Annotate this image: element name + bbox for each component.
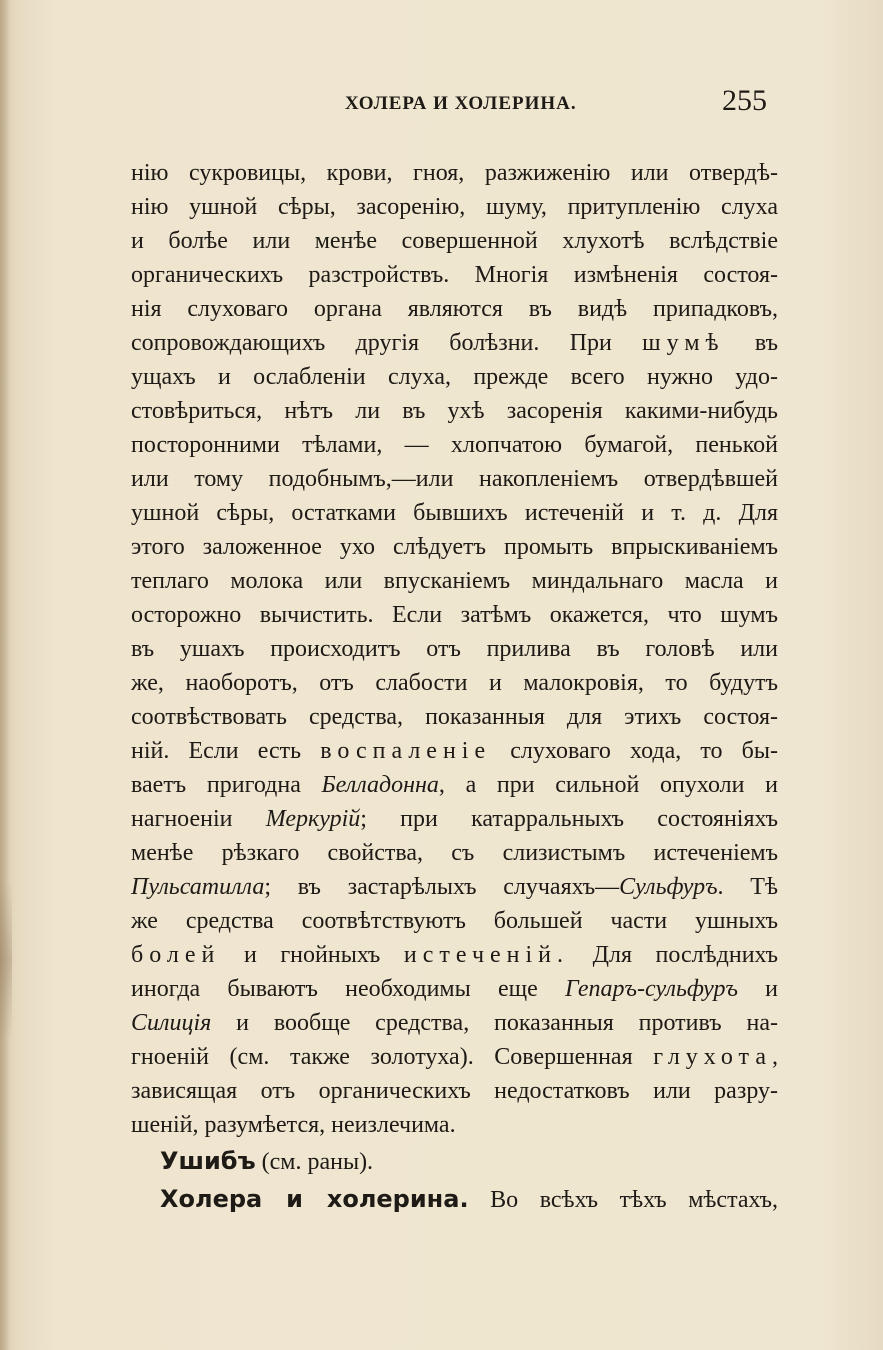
text-run: и bbox=[765, 976, 778, 1002]
entry-cholera bbox=[160, 1180, 778, 1218]
entry-ushib bbox=[160, 1142, 778, 1180]
remedy-name: Белладонна bbox=[321, 772, 439, 798]
text-run: . Тѣ bbox=[717, 874, 778, 900]
body-text bbox=[131, 156, 778, 1218]
text-line bbox=[131, 1040, 778, 1074]
text-line: соотвѣствовать средства, показанныя для этихъ состоя- bbox=[131, 704, 778, 730]
spaced-term: глухота bbox=[653, 1044, 772, 1070]
text-run: , bbox=[772, 1044, 778, 1070]
text-line: зависящая отъ органическихъ недостатковъ или разру- bbox=[131, 1078, 778, 1104]
binding-edge bbox=[0, 0, 10, 1350]
text-line: или тому подобнымъ,—или накопленіемъ отвердѣвшей bbox=[131, 466, 778, 492]
text-line: въ ушахъ происходитъ отъ прилива въ головѣ или bbox=[131, 636, 778, 662]
spaced-term: воспаленіе bbox=[320, 738, 492, 764]
text-run: нагноеніи bbox=[131, 806, 233, 832]
text-run: гноеній (см. также золотуха). Совершенная bbox=[131, 1044, 633, 1070]
text-line bbox=[131, 870, 778, 904]
paper-stain bbox=[0, 880, 12, 1040]
text-line bbox=[131, 326, 778, 360]
entry-term: Холера и холерина. bbox=[160, 1185, 469, 1213]
entry-term: Ушибъ bbox=[160, 1147, 256, 1175]
text-line: и болѣе или менѣе совершенной хлухотѣ вслѣдствіе bbox=[131, 228, 778, 254]
text-run: и гнойныхъ bbox=[243, 942, 381, 968]
text-line bbox=[131, 734, 778, 768]
text-run: , а при сильной опухоли и bbox=[438, 772, 778, 798]
remedy-name: Пульсатилла bbox=[131, 874, 265, 900]
text-run: ній. Если есть bbox=[131, 738, 302, 764]
text-line: этого заложенное ухо слѣдуетъ промыть впрыскиваніемъ bbox=[131, 534, 778, 560]
remedy-name: Меркурій bbox=[265, 806, 361, 832]
text-line bbox=[131, 938, 778, 972]
text-run: ваетъ пригодна bbox=[131, 772, 301, 798]
text-run: въ bbox=[754, 330, 778, 356]
text-line: же средства соотвѣтствуютъ большей части ушныхъ bbox=[131, 908, 778, 934]
text-line: нію сукровицы, крови, гноя, разжиженію или отвердѣ- bbox=[131, 160, 778, 186]
running-title: ХОЛЕРА И ХОЛЕРИНА. bbox=[345, 93, 577, 114]
text-line: органическихъ разстройствъ. Многія измѣненія состоя- bbox=[131, 262, 778, 288]
entry-text: (см. раны). bbox=[261, 1149, 374, 1175]
text-line bbox=[131, 972, 778, 1006]
text-run: сопровождающихъ другія болѣзни. При bbox=[131, 330, 612, 356]
text-run: ; въ застарѣлыхъ случаяхъ— bbox=[264, 874, 620, 900]
text-line: ущахъ и ослабленіи слуха, прежде всего нужно удо- bbox=[131, 364, 778, 390]
text-run: Для послѣднихъ bbox=[592, 942, 778, 968]
text-line: нію ушной сѣры, засоренію, шуму, притупленію слуха bbox=[131, 194, 778, 220]
text-line: нія слуховаго органа являются въ видѣ припадковъ, bbox=[131, 296, 778, 322]
remedy-name: Силиція bbox=[131, 1010, 212, 1036]
spaced-term: истеченій. bbox=[403, 942, 570, 968]
remedy-name: Сульфуръ bbox=[619, 874, 718, 900]
spaced-term: шумѣ bbox=[642, 330, 725, 356]
text-run: ; при катарральныхъ состояніяхъ bbox=[360, 806, 778, 832]
text-line: стовѣриться, нѣтъ ли въ ухѣ засоренія какими-нибудь bbox=[131, 398, 778, 424]
text-line: осторожно вычистить. Если затѣмъ окажется, что шумъ bbox=[131, 602, 778, 628]
text-line: же, наоборотъ, отъ слабости и малокровія, то будутъ bbox=[131, 670, 778, 696]
spaced-term: болей bbox=[131, 942, 221, 968]
text-line bbox=[131, 802, 778, 836]
text-line bbox=[131, 768, 778, 802]
text-line: теплаго молока или впусканіемъ миндальнаго масла и bbox=[131, 568, 778, 594]
text-run: иногда бываютъ необходимы еще bbox=[131, 976, 538, 1002]
text-line: ушной сѣры, остатками бывшихъ истеченій и т. д. Для bbox=[131, 500, 778, 526]
text-run: слуховаго хода, то бы- bbox=[510, 738, 778, 764]
page-number: 255 bbox=[722, 84, 767, 117]
text-line bbox=[131, 1006, 778, 1040]
entry-text: Во всѣхъ тѣхъ мѣстахъ, bbox=[490, 1187, 778, 1213]
text-line: менѣе рѣзкаго свойства, съ слизистымъ истеченіемъ bbox=[131, 840, 778, 866]
text-line: посторонними тѣлами, — хлопчатою бумагой, пенькой bbox=[131, 432, 778, 458]
text-line: шеній, разумѣется, неизлечима. bbox=[131, 1112, 456, 1138]
text-run: и вообще средства, показанныя противъ на- bbox=[236, 1010, 778, 1036]
remedy-name: Гепаръ-сульфуръ bbox=[564, 976, 738, 1002]
